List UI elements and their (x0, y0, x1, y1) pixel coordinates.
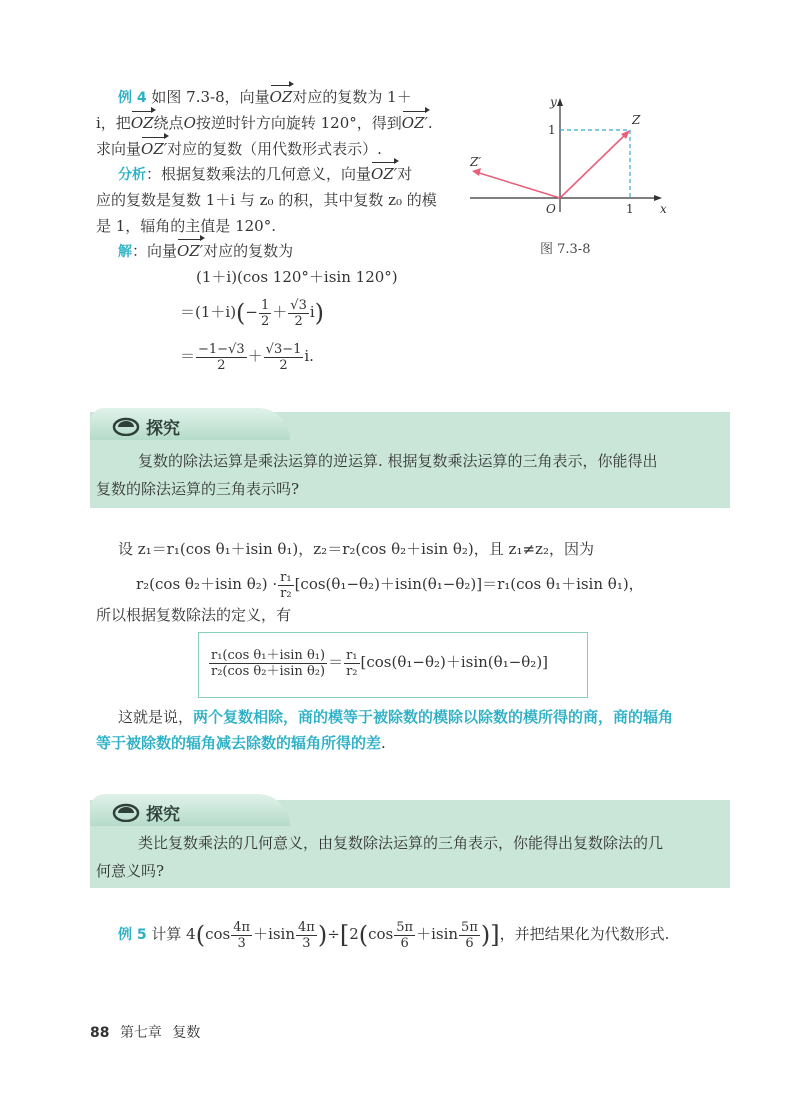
left-bracket: [ (339, 921, 350, 949)
vector-OZ-prime-arrow (472, 168, 481, 176)
denominator: 3 (302, 935, 311, 951)
fraction (278, 570, 293, 601)
equals: ＝ (328, 653, 344, 671)
fraction (459, 920, 480, 951)
step2-plus: ＋ (272, 303, 288, 321)
denominator: 2 (261, 313, 270, 329)
analysis-line2: 应的复数是复数 1＋i 与 z₀ 的积，其中复数 z₀ 的模 (96, 191, 437, 209)
conclusion-highlight: 等于被除数的辐角减去除数的辐角所得的差 (96, 734, 382, 752)
derivation-line2 (136, 568, 644, 601)
left-paren: ( (358, 921, 369, 949)
label-y: y (550, 95, 557, 109)
numerator: 4π (298, 919, 315, 935)
solution-line1 (118, 240, 293, 263)
conclusion-end: . (381, 734, 386, 752)
left-paren: ( (195, 921, 206, 949)
x-axis-arrow (654, 195, 662, 201)
vector-OZ: OZ (269, 88, 293, 106)
numerator: 1 (261, 297, 270, 313)
denominator: 2 (279, 357, 288, 373)
numerator: 5π (461, 919, 478, 935)
numerator: r₁(cos θ₁＋isin θ₁) (211, 647, 326, 663)
tick-x-1: 1 (626, 202, 634, 216)
example4-text: 按逆时针方向旋转 120°，得到 (195, 114, 402, 132)
denominator: 6 (465, 935, 474, 951)
derivation-line1: 设 z₁＝r₁(cos θ₁＋isin θ₁)，z₂＝r₂(cos θ₂＋isin θ₂)，且 z₁≠z₂，因为 (118, 540, 594, 558)
conclusion-line1 (118, 706, 673, 728)
cos-text: cos (205, 925, 231, 943)
vector-OZ-prime: OZ′ (371, 165, 398, 183)
cos-text: cos (368, 925, 394, 943)
solution-step2 (180, 296, 324, 329)
chapter-title: 复数 (172, 1025, 201, 1041)
explore-icon (112, 414, 140, 436)
example4-text: . (427, 114, 433, 132)
derivation-text: [cos(θ₁−θ₂)＋isin(θ₁−θ₂)]＝r₁(cos θ₁＋isin θ₁)， (294, 575, 644, 593)
left-paren: ( (236, 299, 246, 327)
vector-OZ-prime: OZ′ (177, 242, 204, 260)
fraction (231, 920, 252, 951)
conclusion-text: 这就是说， (118, 708, 194, 726)
numerator: r₁ (346, 647, 358, 663)
numerator: √3 (290, 297, 307, 313)
label-Z-prime: Z′ (470, 155, 482, 169)
solution-label: 解 (118, 244, 132, 260)
label-x: x (660, 202, 667, 216)
analysis-text: 对 (397, 165, 413, 183)
denominator: 2 (217, 357, 226, 373)
explore2-title: 探究 (146, 805, 180, 825)
numerator: r₁ (280, 569, 292, 585)
right-paren: ) (317, 921, 328, 949)
example4-line1 (118, 86, 412, 109)
denominator: r₂ (346, 663, 358, 679)
explore1-line2: 复数的除法运算的三角表示吗? (96, 480, 300, 498)
explore2-line2: 何意义吗? (96, 862, 165, 880)
formula-rest: [cos(θ₁−θ₂)＋isin(θ₁−θ₂)] (360, 653, 549, 671)
imag-unit: i. (304, 347, 314, 365)
derivation-text: r₂(cos θ₂＋isin θ₂) · (136, 575, 278, 593)
example4-line2 (96, 112, 433, 134)
vector-OZ-prime: OZ′ (401, 114, 428, 132)
example5-label: 例 5 (118, 927, 147, 943)
fraction (296, 920, 317, 951)
example4-text: 求向量 (96, 140, 142, 158)
analysis-label: 分析 (118, 167, 146, 183)
example4-label: 例 4 (118, 90, 147, 106)
example4-text: 对应的复数为 1＋ (292, 88, 412, 106)
page-footer (90, 1022, 200, 1042)
right-paren: ) (480, 921, 491, 949)
chapter-label: 第七章 (119, 1025, 162, 1041)
denominator: 2 (294, 313, 303, 329)
vector-OZ-prime-line (476, 172, 560, 198)
numerator: √3−1 (265, 341, 302, 357)
denominator: 3 (237, 935, 246, 951)
solution-text: ：向量 (132, 242, 178, 260)
numerator: −1−√3 (198, 341, 245, 357)
example4-line3 (96, 138, 382, 160)
denominator: 6 (400, 935, 409, 951)
isin-text: ＋isin (416, 925, 459, 943)
example4-text: 绕点 (153, 114, 184, 132)
coefficient: 2 (349, 925, 359, 943)
example4-text: 对应的复数（用代数形式表示）. (167, 140, 382, 158)
explore1-title: 探究 (146, 419, 180, 439)
y-axis-arrow (557, 98, 563, 106)
conclusion-line2 (96, 732, 386, 754)
vector-OZ: OZ (130, 114, 154, 132)
fraction (196, 342, 247, 373)
analysis-text: ：根据复数乘法的几何意义，向量 (146, 165, 372, 183)
solution-step1: (1＋i)(cos 120°＋isin 120°) (196, 268, 398, 286)
page-number: 88 (90, 1025, 110, 1041)
fraction (394, 920, 415, 951)
fraction (264, 342, 304, 373)
figure-7-3-8 (460, 92, 680, 232)
explore1-line1: 复数的除法运算是乘法运算的逆运算. 根据复数乘法运算的三角表示，你能得出 (138, 452, 658, 470)
analysis-line3: 是 1，辐角的主值是 120°. (96, 217, 276, 235)
equals: ＝ (180, 347, 196, 365)
plus: ＋ (247, 347, 263, 365)
fraction (259, 298, 271, 329)
example4-text: 如图 7.3-8，向量 (151, 88, 270, 106)
label-origin: O (546, 202, 556, 216)
key-formula (208, 646, 548, 679)
explore2-line1: 类比复数乘法的几何意义，由复数除法运算的三角表示，你能得出复数除法的几 (138, 834, 664, 852)
solution-text: 对应的复数为 (203, 242, 294, 260)
denominator: r₂ (280, 585, 292, 601)
figure-caption: 图 7.3-8 (540, 242, 591, 257)
example5-text: ，并把结果化为代数形式. (499, 925, 670, 943)
fraction (288, 298, 309, 329)
vector-OZ-prime: OZ′ (141, 140, 168, 158)
conclusion-highlight: 两个复数相除，商的模等于被除数的模除以除数的模所得的商，商的辐角 (193, 708, 674, 726)
isin-text: ＋isin (253, 925, 296, 943)
vector-OZ-line (560, 132, 628, 198)
step2-text: ＝(1＋i) (180, 303, 237, 321)
divide-sign: ÷ (327, 925, 340, 943)
explore-icon (112, 800, 140, 822)
derivation-line3: 所以根据复数除法的定义，有 (96, 606, 292, 624)
right-paren: ) (314, 299, 325, 327)
fraction (344, 648, 359, 679)
point-O: O (183, 114, 196, 132)
example4-text: i，把 (96, 114, 131, 132)
tick-y-1: 1 (548, 123, 556, 137)
step2-minus: − (245, 303, 258, 321)
fraction (209, 648, 327, 679)
solution-step3 (180, 340, 314, 373)
example5-line (118, 916, 669, 953)
right-bracket: ] (490, 921, 500, 949)
analysis-line1 (118, 163, 412, 186)
example5-text: 计算 4 (151, 925, 196, 943)
denominator: r₂(cos θ₂＋isin θ₂) (211, 663, 326, 679)
numerator: 5π (396, 919, 414, 935)
label-Z: Z (632, 113, 641, 127)
numerator: 4π (233, 919, 251, 935)
imag-unit: i (309, 303, 315, 321)
